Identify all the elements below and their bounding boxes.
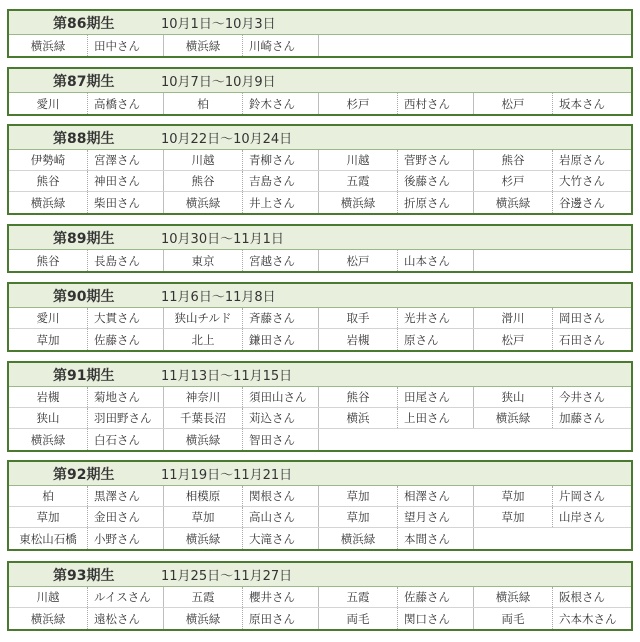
branch-name: 川越 — [319, 150, 398, 170]
participant-name: 苅込さん — [243, 408, 319, 428]
participant-name: 長島さん — [88, 250, 164, 271]
participant-name: 高山さん — [243, 507, 319, 527]
participant-row — [9, 35, 631, 56]
branch-name: 柏 — [9, 486, 88, 506]
participant-name: 佐藤さん — [398, 587, 474, 607]
cohort-title: 第88期生 — [53, 130, 115, 147]
branch-name: 岩槻 — [9, 387, 88, 407]
participant-name: 岡田さん — [559, 311, 605, 325]
cohort-title: 第92期生 — [53, 466, 115, 483]
branch-name: 横浜緑 — [474, 408, 553, 428]
participant-name: 櫻井さん — [243, 587, 319, 607]
cohort-group — [7, 124, 633, 215]
participant-name: 石田さん — [559, 332, 605, 347]
cohort-dates: 10月7日～10月9日 — [161, 75, 276, 90]
participant-name: 関口さん — [398, 608, 474, 629]
branch-name: 岩槻 — [319, 329, 398, 350]
participant-name: 田尾さん — [398, 387, 474, 407]
participant-name: 坂本さん — [559, 96, 605, 111]
branch-name: 横浜緑 — [164, 528, 243, 549]
branch-name: 狭山チルド — [164, 308, 243, 328]
cohort-title: 第89期生 — [53, 230, 115, 247]
participant-row — [9, 150, 631, 171]
participant-name: 菅野さん — [398, 150, 474, 170]
participant-name: 相澤さん — [398, 486, 474, 506]
participant-name: 関根さん — [243, 486, 319, 506]
cohort-header — [9, 126, 631, 150]
participant-name: 金田さん — [88, 507, 164, 527]
cohort-dates: 11月25日～11月27日 — [161, 569, 293, 584]
branch-name: 北上 — [164, 329, 243, 350]
branch-name: 横浜緑 — [9, 608, 88, 629]
branch-name: 横浜緑 — [9, 35, 88, 56]
participant-row — [9, 171, 631, 192]
participant-row — [9, 192, 631, 213]
participant-name: 鈴木さん — [243, 93, 319, 114]
participant-row — [9, 507, 631, 528]
participant-name: 谷邊さん — [559, 195, 605, 210]
branch-name: 松戸 — [319, 250, 398, 271]
participant-name: 原田さん — [243, 608, 319, 629]
participant-name: 佐藤さん — [88, 329, 164, 350]
participant-row — [9, 329, 631, 350]
cohort-dates: 11月6日～11月8日 — [161, 290, 276, 305]
participant-name: 鎌田さん — [243, 329, 319, 350]
cohort-dates: 10月30日～11月1日 — [161, 232, 284, 247]
participant-row — [9, 587, 631, 608]
branch-name: 熊谷 — [9, 171, 88, 191]
branch-name: 横浜緑 — [474, 587, 553, 607]
branch-name: 狭山 — [9, 408, 88, 428]
cohort-dates: 11月13日～11月15日 — [161, 369, 293, 384]
participant-name: 折原さん — [398, 192, 474, 213]
branch-name: 横浜緑 — [319, 192, 398, 213]
branch-name: 五霞 — [319, 171, 398, 191]
cohort-header — [9, 363, 631, 387]
branch-name: 横浜緑 — [9, 429, 88, 450]
cohort-header — [9, 11, 631, 35]
cohort-title: 第86期生 — [53, 15, 115, 32]
cohort-header — [9, 563, 631, 587]
participant-name: 片岡さん — [559, 489, 605, 503]
empty-cell — [319, 35, 631, 56]
branch-name: 杉戸 — [474, 171, 553, 191]
branch-name: 熊谷 — [164, 171, 243, 191]
branch-name: 横浜 — [319, 408, 398, 428]
branch-name: 両毛 — [319, 608, 398, 629]
branch-name: 草加 — [9, 507, 88, 527]
participant-row — [9, 429, 631, 450]
branch-name: 横浜緑 — [9, 192, 88, 213]
participant-name: 宮澤さん — [88, 150, 164, 170]
cohort-title: 第87期生 — [53, 73, 115, 90]
participant-name: 大竹さん — [559, 174, 605, 188]
participant-row — [9, 608, 631, 629]
participant-name: 黒澤さん — [88, 486, 164, 506]
branch-name: 杉戸 — [319, 93, 398, 114]
participant-name: 柴田さん — [88, 192, 164, 213]
branch-name: 熊谷 — [9, 250, 88, 271]
participant-name: 井上さん — [243, 192, 319, 213]
branch-name: 草加 — [164, 507, 243, 527]
cohort-title: 第90期生 — [53, 288, 115, 305]
cohort-dates: 10月22日～10月24日 — [161, 132, 293, 147]
participant-name: 山本さん — [398, 250, 474, 271]
empty-cell — [474, 250, 631, 271]
participant-name: 光井さん — [398, 308, 474, 328]
branch-name: 東松山石橋 — [9, 528, 88, 549]
participant-row — [9, 308, 631, 329]
cohort-group — [7, 224, 633, 273]
branch-name: 東京 — [164, 250, 243, 271]
participant-name: ルイスさん — [88, 587, 164, 607]
participant-name: 青柳さん — [243, 150, 319, 170]
branch-name: 両毛 — [474, 608, 553, 629]
branch-name: 草加 — [474, 486, 553, 506]
branch-name: 横浜緑 — [164, 429, 243, 450]
participant-name: 阪根さん — [559, 590, 605, 604]
participant-name: 高橋さん — [88, 93, 164, 114]
branch-name: 草加 — [474, 507, 553, 527]
participant-name: 大滝さん — [243, 528, 319, 549]
participant-name: 斉藤さん — [243, 308, 319, 328]
participant-name: 智田さん — [243, 429, 319, 450]
branch-name: 横浜緑 — [164, 192, 243, 213]
participant-name: 吉島さん — [243, 171, 319, 191]
participant-name: 上田さん — [398, 408, 474, 428]
branch-name: 草加 — [319, 486, 398, 506]
branch-name: 横浜緑 — [164, 608, 243, 629]
branch-name: 取手 — [319, 308, 398, 328]
participant-name: 加藤さん — [559, 411, 605, 425]
cohort-header — [9, 226, 631, 250]
branch-name: 横浜緑 — [474, 192, 553, 213]
branch-name: 松戸 — [474, 329, 553, 350]
cohort-title: 第91期生 — [53, 367, 115, 384]
branch-name: 熊谷 — [319, 387, 398, 407]
participant-row — [9, 250, 631, 271]
empty-cell — [474, 528, 631, 549]
cohort-group — [7, 460, 633, 551]
participant-name: 西村さん — [398, 93, 474, 114]
branch-name: 松戸 — [474, 93, 553, 114]
participant-name: 田中さん — [88, 35, 164, 56]
participant-name: 六本木さん — [559, 611, 617, 626]
branch-name: 五霞 — [319, 587, 398, 607]
branch-name: 川越 — [164, 150, 243, 170]
branch-name: 横浜緑 — [164, 35, 243, 56]
cohort-header — [9, 284, 631, 308]
participant-name: 本間さん — [398, 528, 474, 549]
participant-name: 遠松さん — [88, 608, 164, 629]
cohort-header — [9, 69, 631, 93]
participant-name: 大貫さん — [88, 308, 164, 328]
cohort-dates: 10月1日～10月3日 — [161, 17, 276, 32]
cohort-group — [7, 9, 633, 58]
branch-name: 相模原 — [164, 486, 243, 506]
branch-name: 狭山 — [474, 387, 553, 407]
participant-row — [9, 528, 631, 549]
participant-row — [9, 387, 631, 408]
branch-name: 柏 — [164, 93, 243, 114]
cohort-header — [9, 462, 631, 486]
branch-name: 神奈川 — [164, 387, 243, 407]
branch-name: 愛川 — [9, 93, 88, 114]
participant-name: 小野さん — [88, 528, 164, 549]
participant-name: 望月さん — [398, 507, 474, 527]
participant-name: 須田山さん — [243, 387, 319, 407]
branch-name: 横浜緑 — [319, 528, 398, 549]
branch-name: 熊谷 — [474, 150, 553, 170]
branch-name: 五霞 — [164, 587, 243, 607]
participant-name: 後藤さん — [398, 171, 474, 191]
branch-name: 滑川 — [474, 308, 553, 328]
participant-name: 原さん — [398, 329, 474, 350]
cohort-group — [7, 361, 633, 452]
cohort-group — [7, 282, 633, 352]
participant-name: 羽田野さん — [88, 408, 164, 428]
empty-cell — [319, 429, 631, 450]
participant-row — [9, 93, 631, 114]
cohort-title: 第93期生 — [53, 567, 115, 584]
participant-name: 岩原さん — [559, 153, 605, 167]
branch-name: 愛川 — [9, 308, 88, 328]
participant-row — [9, 486, 631, 507]
participant-name: 川崎さん — [243, 35, 319, 56]
participant-row — [9, 408, 631, 429]
branch-name: 草加 — [9, 329, 88, 350]
cohort-group — [7, 67, 633, 116]
branch-name: 伊勢崎 — [9, 150, 88, 170]
participant-name: 菊地さん — [88, 387, 164, 407]
participant-name: 山岸さん — [559, 510, 605, 524]
participant-name: 神田さん — [88, 171, 164, 191]
branch-name: 川越 — [9, 587, 88, 607]
cohort-dates: 11月19日～11月21日 — [161, 468, 293, 483]
branch-name: 千葉長沼 — [164, 408, 243, 428]
participant-name: 宮越さん — [243, 250, 319, 271]
participant-name: 今井さん — [559, 390, 605, 404]
cohort-group — [7, 561, 633, 631]
participant-name: 白石さん — [88, 429, 164, 450]
branch-name: 草加 — [319, 507, 398, 527]
